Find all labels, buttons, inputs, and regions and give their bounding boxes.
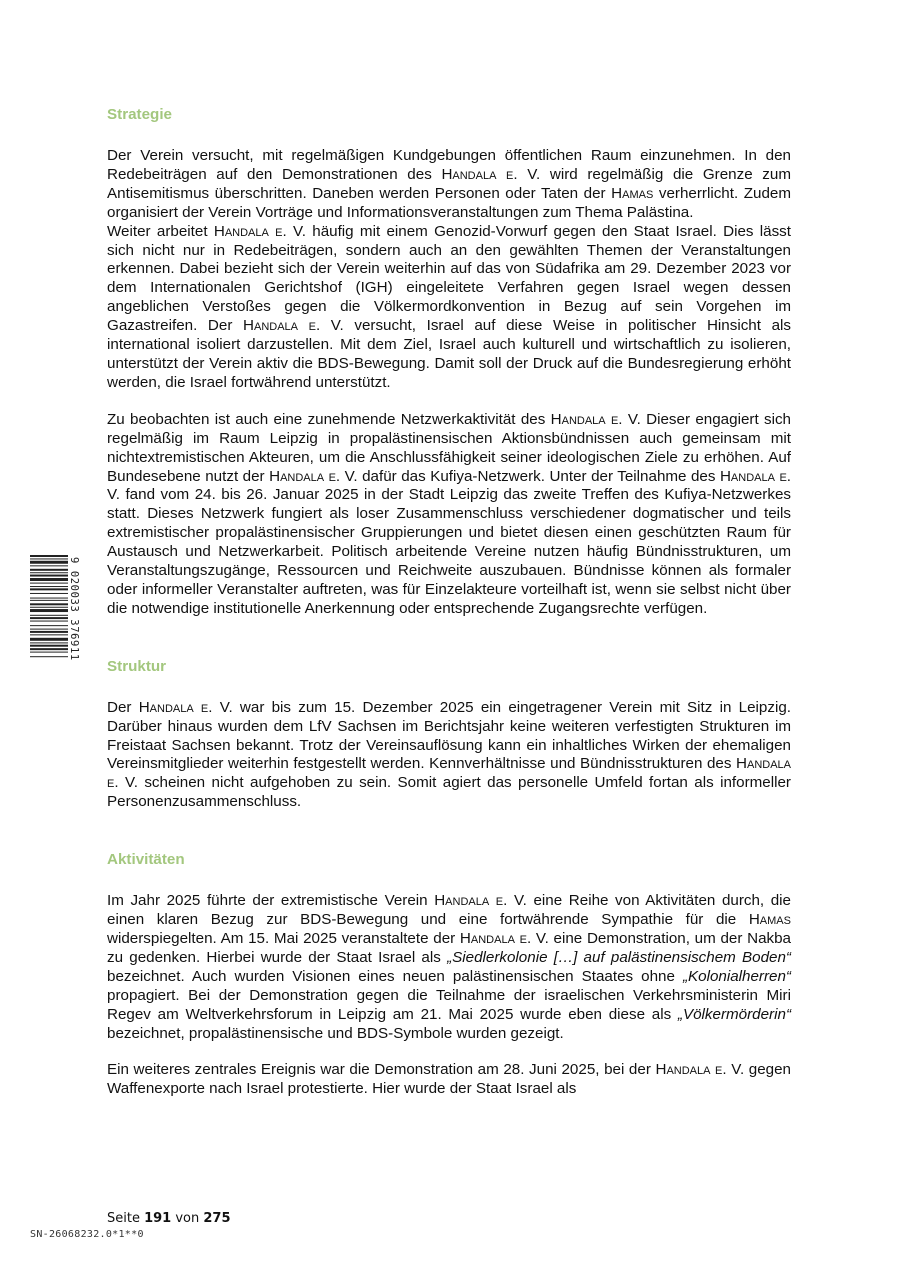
barcode-icon: [28, 555, 78, 715]
barcode-bar: [30, 652, 68, 653]
barcode-bar: [30, 607, 68, 608]
org-name: Handala e.: [107, 755, 791, 792]
barcode-bar: [30, 569, 68, 571]
barcode-bar: [30, 621, 68, 622]
barcode-bar: [30, 572, 68, 573]
barcode-bar: [30, 586, 68, 587]
barcode-bar: [30, 583, 68, 584]
paragraph-struktur-1: Der Handala e. V. war bis zum 15. Dezember 2025 ein eingetragener Verein mit Sitz in Leipzig. Darüber hinaus wurden dem LfV Sachsen im Berichtsjahr keine weiteren verfestigten Strukturen im Freistaat Sachsen bekannt. Trotz der Vereinsauflösung kann ein inhaltliches Wirken der ehemaligen Vereinsmitglieder weiterhin festgestellt werden. Kennverhältnisse und Bündnisstrukturen des Handala e. V. scheinen nicht aufgehoben zu sein. Somit agiert das personelle Umfeld fortan als informeller Personenzusammenschluss.: [107, 698, 791, 811]
barcode-bar: [30, 609, 68, 612]
barcode-bar: [30, 598, 68, 599]
org-name: Handala e.: [269, 467, 341, 485]
org-name: Hamas: [611, 184, 654, 202]
page-label: Seite: [107, 1211, 145, 1226]
barcode-bar: [30, 565, 68, 566]
barcode-number: 9 020033 376911: [68, 557, 80, 661]
org-name: Handala e.: [719, 467, 792, 485]
barcode-bar: [30, 588, 68, 590]
barcode-bar: [30, 575, 68, 577]
barcode-bar: [30, 593, 68, 594]
paragraph-strategie-3: Zu beobachten ist auch eine zunehmende Netzwerkaktivität des Handala e. V. Dieser engagiert sich regelmäßig im Raum Leipzig in propalästinensischen Aktionsbündnissen auch gemeinsam mit nichtextremistischen Akteuren, um die Anschlussfähigkeit seiner ideologischen Ziele zu erhöhen. Auf Bundesebene nutzt der Handala e. V. dafür das Kufiya-Netzwerk. Unter der Teilnahme des Handala e. V. fand vom 24. bis 26. Januar 2025 in der Stadt Leipzig das zweite Treffen des Kufiya-Netzwerkes statt. Dieses Netzwerk fungiert als loser Zusammenschluss verschiedener dogmatischer und teils extremistischer propalästinensischer Gruppierungen und bietet diesen einen geschützten Raum für Austausch und Netzwerkarbeit. Politisch arbeitende Vereine nutzen häufig Bündnisstrukturen, um Veranstaltungszugänge, Ressourcen und Reichweite auszubauen. Bündnisse können als formaler oder informeller Veranstalter auftreten, was für Einzelakteure vorteilhaft ist, wenn sie selbst nicht über die notwendige institutionelle Anerkennung oder entsprechende Zugangsrechte verfügen.: [107, 410, 792, 617]
barcode-bar: [30, 603, 68, 605]
barcode-bar: [30, 642, 68, 643]
org-name: Hamas: [748, 911, 791, 929]
paragraph-strategie-2: Weiter arbeitet Handala e. V. häufig mit einem Genozid-Vorwurf gegen den Staat Israel. Dies lässt sich nicht nur in Redebeiträgen, sondern auch an den gewählten Themen der Veranstaltungen erkennen. Dabei bezieht sich der Verein weiterhin auf das von Südafrika am 29. Dezember 2023 vor dem Internationalen Gerichtshof (IGH) eingeleitete Verfahren gegen Israel wegen dessen angeblichen Verstoßes gegen die Völkermordkonvention in Bezug auf sein Vorgehen im Gazastreifen. Der Handala e. V. versucht, Israel auf diese Weise in politischer Hinsicht als international isoliert darzustellen. Mit dem Ziel, Israel auch kulturell und wirtschaftlich zu isolieren, unterstützt der Verein aktiv die BDS-Bewegung. Damit soll der Druck auf die Bundesregierung erhöht werden, die Israel fortwährend unterstützt.: [107, 222, 792, 391]
barcode-bar: [30, 625, 68, 626]
org-name: Handala e.: [550, 410, 623, 428]
org-name: Handala e.: [434, 892, 508, 910]
quote: „Kolonialherren“: [682, 967, 791, 985]
page-of-label: von: [171, 1211, 204, 1226]
barcode-bar: [30, 600, 68, 601]
paragraph-aktivitaeten-2: Ein weiteres zentrales Ereignis war die Demonstration am 28. Juni 2025, bei der Handala e. V. gegen Waffenexporte nach Israel protestierte. Hier wurde der Staat Israel als: [107, 1061, 791, 1098]
section-heading-aktivitaeten: Aktivitäten: [107, 851, 185, 869]
serial-number: SN-26068232.0*1**0: [30, 1229, 144, 1240]
page-content: [107, 105, 791, 1099]
barcode-bar: [30, 561, 68, 564]
quote: „Siedlerkolonie […] auf palästinensischem Boden“: [447, 948, 791, 966]
org-name: Handala e.: [441, 165, 518, 183]
barcode-bar: [30, 558, 68, 559]
org-name: Handala e.: [243, 317, 321, 335]
page-total: 275: [203, 1211, 231, 1226]
paragraph-strategie-1: Der Verein versucht, mit regelmäßigen Kundgebungen öffentlichen Raum einzunehmen. In den Redebeiträgen auf den Demonstrationen des Handala e. V. wird regelmäßig die Grenze zum Antisemitismus überschritten. Daneben werden Personen oder Taten der Hamas verherrlicht. Zudem organisiert der Verein Vorträge und Informationsveranstaltungen zum Thema Palästina.: [107, 147, 791, 221]
org-name: Handala e.: [213, 222, 287, 240]
org-name: Handala e.: [459, 930, 532, 947]
page-current: 191: [144, 1211, 172, 1226]
barcode-bar: [30, 631, 68, 633]
section-heading-struktur: Struktur: [107, 657, 167, 675]
barcode-bar: [30, 634, 68, 635]
page-number-footer: [107, 1211, 231, 1226]
org-name: Handala e.: [138, 698, 213, 716]
barcode-bar: [30, 638, 68, 641]
barcode-bar: [30, 617, 68, 619]
barcode-bar: [30, 648, 68, 650]
paragraph-aktivitaeten-1: Im Jahr 2025 führte der extremistische Verein Handala e. V. eine Reihe von Aktivitäten durch, die einen klaren Bezug zur BDS-Bewegung und eine fortwährende Sympathie für die Hamas widerspiegelten. Am 15. Mai 2025 veranstaltete der Handala e. V. eine Demonstration, um der Nakba zu gedenken. Hierbei wurde der Staat Israel als „Siedlerkolonie […] auf palästinensischem Boden“ bezeichnet. Auch wurden Visionen eines neuen palästinensischen Staates ohne „Kolonialherren“ propagiert. Bei der Demonstration gegen die Teilnahme der israelischen Verkehrsministerin Miri Regev am Weltverkehrsforum in Leipzig am 21. Mai 2025 wurde eben diese als „Völkermörderin“ bezeichnet, propalästinensische und BDS-Symbole wurden gezeigt.: [107, 892, 792, 1042]
barcode-bar: [30, 645, 68, 647]
barcode-bar: [30, 555, 68, 557]
barcode-bar: [30, 578, 68, 581]
section-heading-strategie: Strategie: [107, 106, 172, 123]
barcode-bar: [30, 629, 68, 630]
barcode-bar: [30, 615, 68, 616]
barcode-bar: [30, 656, 68, 657]
quote: „Völkermörderin“: [677, 1005, 791, 1023]
org-name: Handala e.: [655, 1061, 727, 1079]
